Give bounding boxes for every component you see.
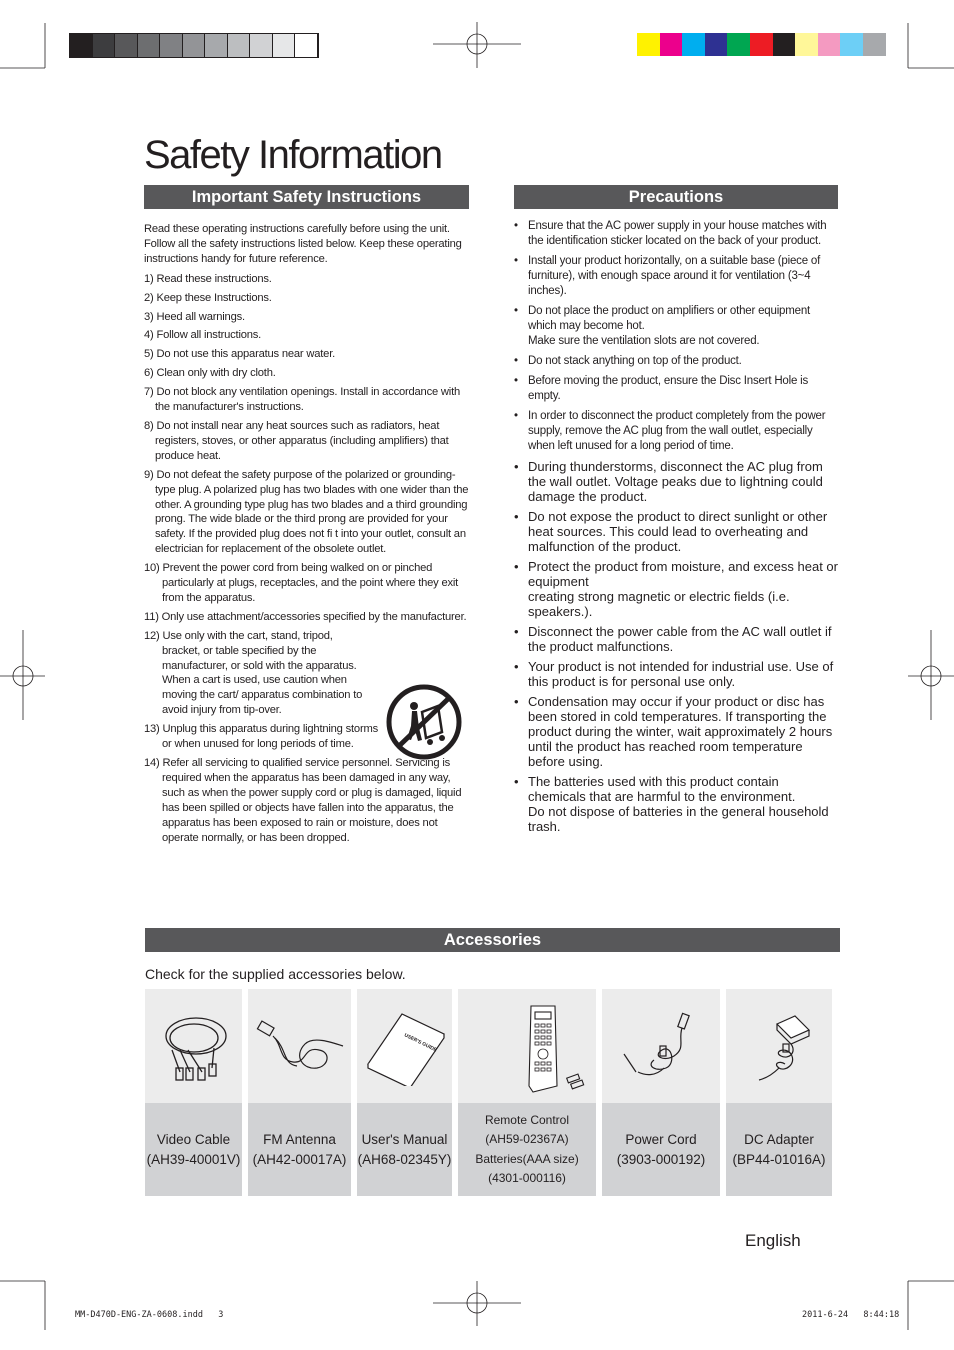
safety-item: 5) Do not use this apparatus near water.: [144, 348, 336, 361]
safety-intro: Read these operating instructions carefully before using the unit. Follow all the safety instructions listed below. Keep these operating instructions handy for future reference.: [144, 223, 462, 265]
power-cord-icon: [616, 1006, 706, 1086]
accessory-label: FM Antenna (AH42-00017A): [248, 1103, 351, 1196]
manual-cover-text: USER'S GUIDE: [402, 1032, 438, 1054]
precautions-heading: Precautions: [514, 185, 838, 209]
accessory-label: Power Cord (3903-000192): [602, 1103, 720, 1196]
language-label: English: [745, 1231, 801, 1250]
precaution-item: • Do not place the product on amplifiers or other equipment which may become hot. Make sure the ventilation slots are not covered.: [514, 304, 838, 349]
precaution-item: • Protect the product from moisture, and excess heat or equipment creating strong magnetic or electric fields (i.e. speakers.).: [514, 559, 838, 619]
safety-item: 3) Heed all warnings.: [144, 310, 245, 323]
precaution-item: • Ensure that the AC power supply in your house matches with the identification sticker located on the back of your product.: [514, 219, 838, 249]
accessory-label: Remote Control (AH59-02367A) Batteries(AAA size) (4301-000116): [458, 1103, 596, 1196]
fm-antenna-icon: [253, 1016, 347, 1076]
accessory-label: Video Cable (AH39-40001V): [145, 1103, 242, 1196]
accessory-label: User's Manual (AH68-02345Y): [357, 1103, 452, 1196]
safety-item: 10) Prevent the power cord from being walked on or pinched particularly at plugs, receptacles, and the point where they exit from the apparatus.: [144, 562, 459, 604]
safety-item: 6) Clean only with dry cloth.: [144, 367, 276, 380]
remote-control-icon: [467, 996, 587, 1096]
accessory-dc-adapter: [726, 989, 832, 1196]
safety-item: 14) Refer all servicing to qualified service personnel. Servicing is required when the apparatus has been damaged in any way, such as when the power supply cord or plug is damaged, liquid has been spilled or objects have fallen into the apparatus, the apparatus has been exposed to rain or moisture, does not operate normally, or has been dropped.: [144, 757, 462, 844]
precaution-item: • Do not stack anything on top of the product.: [514, 354, 838, 369]
safety-item: 7) Do not block any ventilation openings. Install in accordance with the manufacturer's instructions.: [144, 386, 460, 414]
safety-item: 11) Only use attachment/accessories specified by the manufacturer.: [144, 610, 467, 623]
safety-item: 1) Read these instructions.: [144, 272, 272, 285]
footer-file-name: MM-D470D-ENG-ZA-0608.indd 3: [75, 1310, 224, 1320]
accessory-users-manual: [357, 989, 452, 1196]
precaution-item: • In order to disconnect the product completely from the power supply, remove the AC plug from the wall outlet, especially when left unused for a long period of time.: [514, 409, 838, 454]
accessory-fm-antenna: [248, 989, 351, 1196]
safety-item: 13) Unplug this apparatus during lightning storms or when unused for long periods of time.: [144, 723, 378, 751]
precautions-body: [514, 219, 838, 839]
precaution-item: • Install your product horizontally, on a suitable base (piece of furniture), with enough space around it for ventilation (3~4 inches).: [514, 254, 838, 299]
accessory-power-cord: [602, 989, 720, 1196]
precaution-item: • Do not expose the product to direct sunlight or other heat sources. This could lead to overheating and malfunction of the product.: [514, 509, 838, 554]
accessory-remote-control: [458, 989, 596, 1196]
safety-item: 4) Follow all instructions.: [144, 329, 262, 342]
video-cable-icon: [154, 1006, 234, 1086]
dc-adapter-icon: [739, 1006, 819, 1086]
precaution-item: • Before moving the product, ensure the Disc Insert Hole is empty.: [514, 374, 838, 404]
precaution-item: • During thunderstorms, disconnect the AC plug from the wall outlet. Voltage peaks due to lightning could damage the product.: [514, 459, 838, 504]
accessory-label: DC Adapter (BP44-01016A): [726, 1103, 832, 1196]
safety-instructions-heading: Important Safety Instructions: [144, 185, 469, 209]
precaution-item: • The batteries used with this product contain chemicals that are harmful to the environment. Do not dispose of batteries in the general household trash.: [514, 774, 838, 834]
precaution-item: • Disconnect the power cable from the AC wall outlet if the product malfunctions.: [514, 624, 838, 654]
safety-item: 9) Do not defeat the safety purpose of the polarized or grounding-type plug. A polarized plug has two blades with one wider than the other. A grounding type plug has two blades and a third grounding prong. The wide blade or the third prong are provided for your safety. If the provided plug does not fi t into your outlet, consult an electrician for replacement of the obsolete outlet.: [144, 468, 469, 556]
precaution-item: • Condensation may occur if your product or disc has been stored in cold temperatures. If transporting the product during the winter, wait approximately 2 hours until the product has reached room temperature before using.: [514, 694, 838, 769]
cart-tipover-warning-icon: [386, 684, 462, 760]
safety-item: 12) Use only with the cart, stand, tripod, bracket, or table specified by the manufacturer, or sold with the apparatus. When a cart is used, use caution when moving the cart/ apparatus combination to avoid injury from tip-over.: [144, 629, 363, 717]
footer-timestamp: 2011-6-24 8:44:18: [802, 1310, 900, 1320]
safety-item: 8) Do not install near any heat sources such as radiators, heat registers, stoves, or other apparatus (including amplifiers) that produce heat.: [144, 419, 449, 462]
users-manual-icon: [360, 1006, 450, 1086]
precautions-list: [514, 219, 838, 834]
accessories-heading: Accessories: [145, 928, 840, 952]
page-title: Safety Information: [144, 133, 442, 177]
safety-item: 2) Keep these Instructions.: [144, 291, 272, 304]
accessory-video-cable: [145, 989, 242, 1196]
accessories-intro: Check for the supplied accessories below.: [145, 966, 406, 982]
precaution-item: • Your product is not intended for industrial use. Use of this product is for personal use only.: [514, 659, 838, 689]
